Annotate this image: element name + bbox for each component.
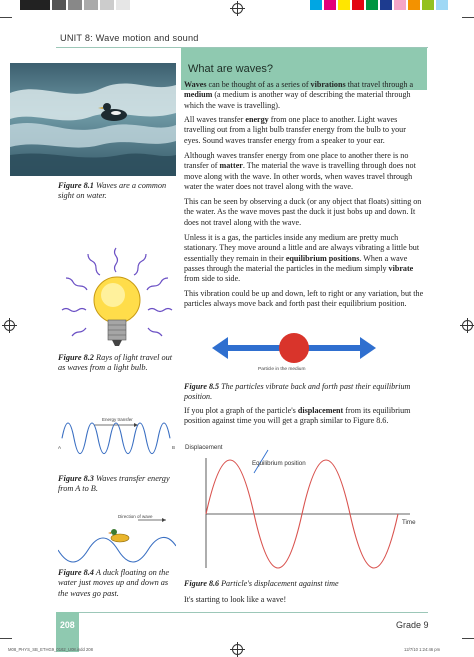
term-equilibrium-positions: equilibrium positions bbox=[285, 253, 360, 263]
term-matter: matter bbox=[219, 161, 243, 171]
unit-title: UNIT 8: Wave motion and sound bbox=[60, 33, 199, 43]
paragraph-1 bbox=[184, 80, 424, 111]
figure-text: Waves are a common sight on water. bbox=[58, 181, 167, 201]
figure-text: Particle's displacement against time bbox=[219, 579, 339, 588]
figure-label: Figure 8.6 bbox=[184, 579, 220, 588]
term-displacement: displacement bbox=[297, 406, 344, 415]
displacement-axis-label: Displacement bbox=[185, 444, 223, 451]
text-run: If you plot a graph of the particle's bbox=[184, 406, 298, 415]
duck-on-wave-diagram bbox=[58, 512, 176, 568]
registration-mark-right bbox=[462, 320, 473, 331]
paragraph-5 bbox=[184, 233, 424, 284]
particle-label: Particle in the medium bbox=[258, 367, 306, 372]
figure-text: Rays of light travel out as waves from a light bulb. bbox=[58, 353, 173, 373]
point-a-label: A bbox=[58, 445, 62, 450]
crop-mark bbox=[462, 638, 474, 639]
direction-of-wave-label: Direction of wave bbox=[118, 514, 153, 519]
figure-8-5-caption bbox=[184, 382, 424, 403]
text-run: (a medium is another way of describing the material through which the wave is travelling). bbox=[184, 90, 411, 110]
time-axis-label: Time bbox=[402, 519, 416, 526]
water-waves-photo bbox=[10, 63, 176, 176]
registration-mark-left bbox=[4, 320, 15, 331]
figure-8-2-caption bbox=[58, 353, 176, 374]
text-run: . The material the wave is travelling through does not move along with the wave. In other words, when waves travel through water the water does not travel along with the wave. bbox=[184, 161, 416, 191]
page-number: 208 bbox=[60, 620, 75, 630]
paragraph-2 bbox=[184, 115, 424, 146]
crop-mark bbox=[0, 17, 12, 18]
figure-label: Figure 8.3 bbox=[58, 474, 94, 483]
text-run: from side to side. bbox=[184, 274, 241, 284]
figure-label: Figure 8.4 bbox=[58, 568, 94, 577]
page-number-box bbox=[56, 612, 79, 652]
paragraph-8: It's starting to look like a wave! bbox=[184, 595, 287, 604]
term-medium: medium bbox=[184, 90, 213, 100]
figure-label: Figure 8.2 bbox=[58, 353, 94, 362]
term-vibrations: vibrations bbox=[310, 80, 346, 89]
print-timestamp: 12/7/10 1:24:46 pm bbox=[404, 647, 441, 652]
text-run: All waves transfer bbox=[184, 115, 246, 124]
paragraph-6: This vibration could be up and down, left to right or any variation, but the particles always move back and forth past their equilibrium position. bbox=[184, 289, 424, 309]
energy-transfer-diagram bbox=[58, 412, 176, 468]
text-run: Although waves transfer energy from one place to another there is no transfer of bbox=[184, 151, 409, 171]
paragraph-7 bbox=[184, 406, 424, 427]
text-run: from one place to another. Light waves travelling out from a light bulb transfer energy from the bulb to your eyes. Sound waves transfer energy from a speaker to your ear. bbox=[184, 115, 406, 145]
figure-8-6-caption bbox=[184, 579, 424, 589]
figure-text: Waves transfer energy from A to B. bbox=[58, 474, 170, 494]
figure-label: Figure 8.5 bbox=[184, 382, 220, 391]
text-run: from its equilibrium position against time you will get a graph similar to Figure 8.6. bbox=[184, 406, 411, 426]
section-title: What are waves? bbox=[188, 63, 273, 75]
term-waves: Waves bbox=[184, 80, 207, 89]
registration-mark-bottom bbox=[232, 644, 243, 655]
figure-8-3-caption bbox=[58, 474, 176, 495]
particle-vibration-diagram bbox=[212, 320, 376, 380]
text-run: can be thought of as a series of bbox=[206, 80, 311, 89]
figure-text: The particles vibrate back and forth past their equilibrium position. bbox=[184, 382, 411, 402]
footer-rule bbox=[56, 612, 428, 613]
figure-label: Figure 8.1 bbox=[58, 181, 94, 190]
text-run: . When a wave passes through the material the particles in the medium simply bbox=[184, 253, 408, 273]
text-run: that travel through a bbox=[345, 80, 414, 89]
term-vibrate: vibrate bbox=[388, 263, 414, 273]
figure-8-1-caption bbox=[58, 181, 176, 202]
crop-mark bbox=[0, 638, 12, 639]
figure-8-4-caption bbox=[58, 568, 176, 599]
grade-label: Grade 9 bbox=[396, 620, 429, 630]
crop-mark bbox=[462, 17, 474, 18]
paragraph-3 bbox=[184, 151, 424, 192]
figure-text: A duck floating on the water just moves up and down as the waves go past. bbox=[58, 568, 170, 598]
light-bulb-illustration bbox=[58, 240, 176, 352]
text-run: Unless it is a gas, the particles inside any medium are pretty much stationary. They move around a little and are always vibrating a little but essentially they remain in their bbox=[184, 233, 420, 263]
equilibrium-position-label: Equilibrium position bbox=[252, 460, 306, 467]
energy-transfer-label: Energy transfer bbox=[102, 417, 133, 422]
paragraph-4: This can be seen by observing a duck (or any object that floats) sitting on the water. As the wave moves past the duck it just bobs up and down. It does not travel along with the wave. bbox=[184, 197, 422, 227]
point-b-label: B bbox=[172, 445, 176, 450]
file-slug: M08_PHYS_SB_ETHG9_0162_U08.indd 208 bbox=[8, 647, 93, 652]
term-energy: energy bbox=[245, 115, 269, 124]
registration-mark-top bbox=[232, 3, 243, 14]
displacement-graph bbox=[184, 444, 426, 574]
